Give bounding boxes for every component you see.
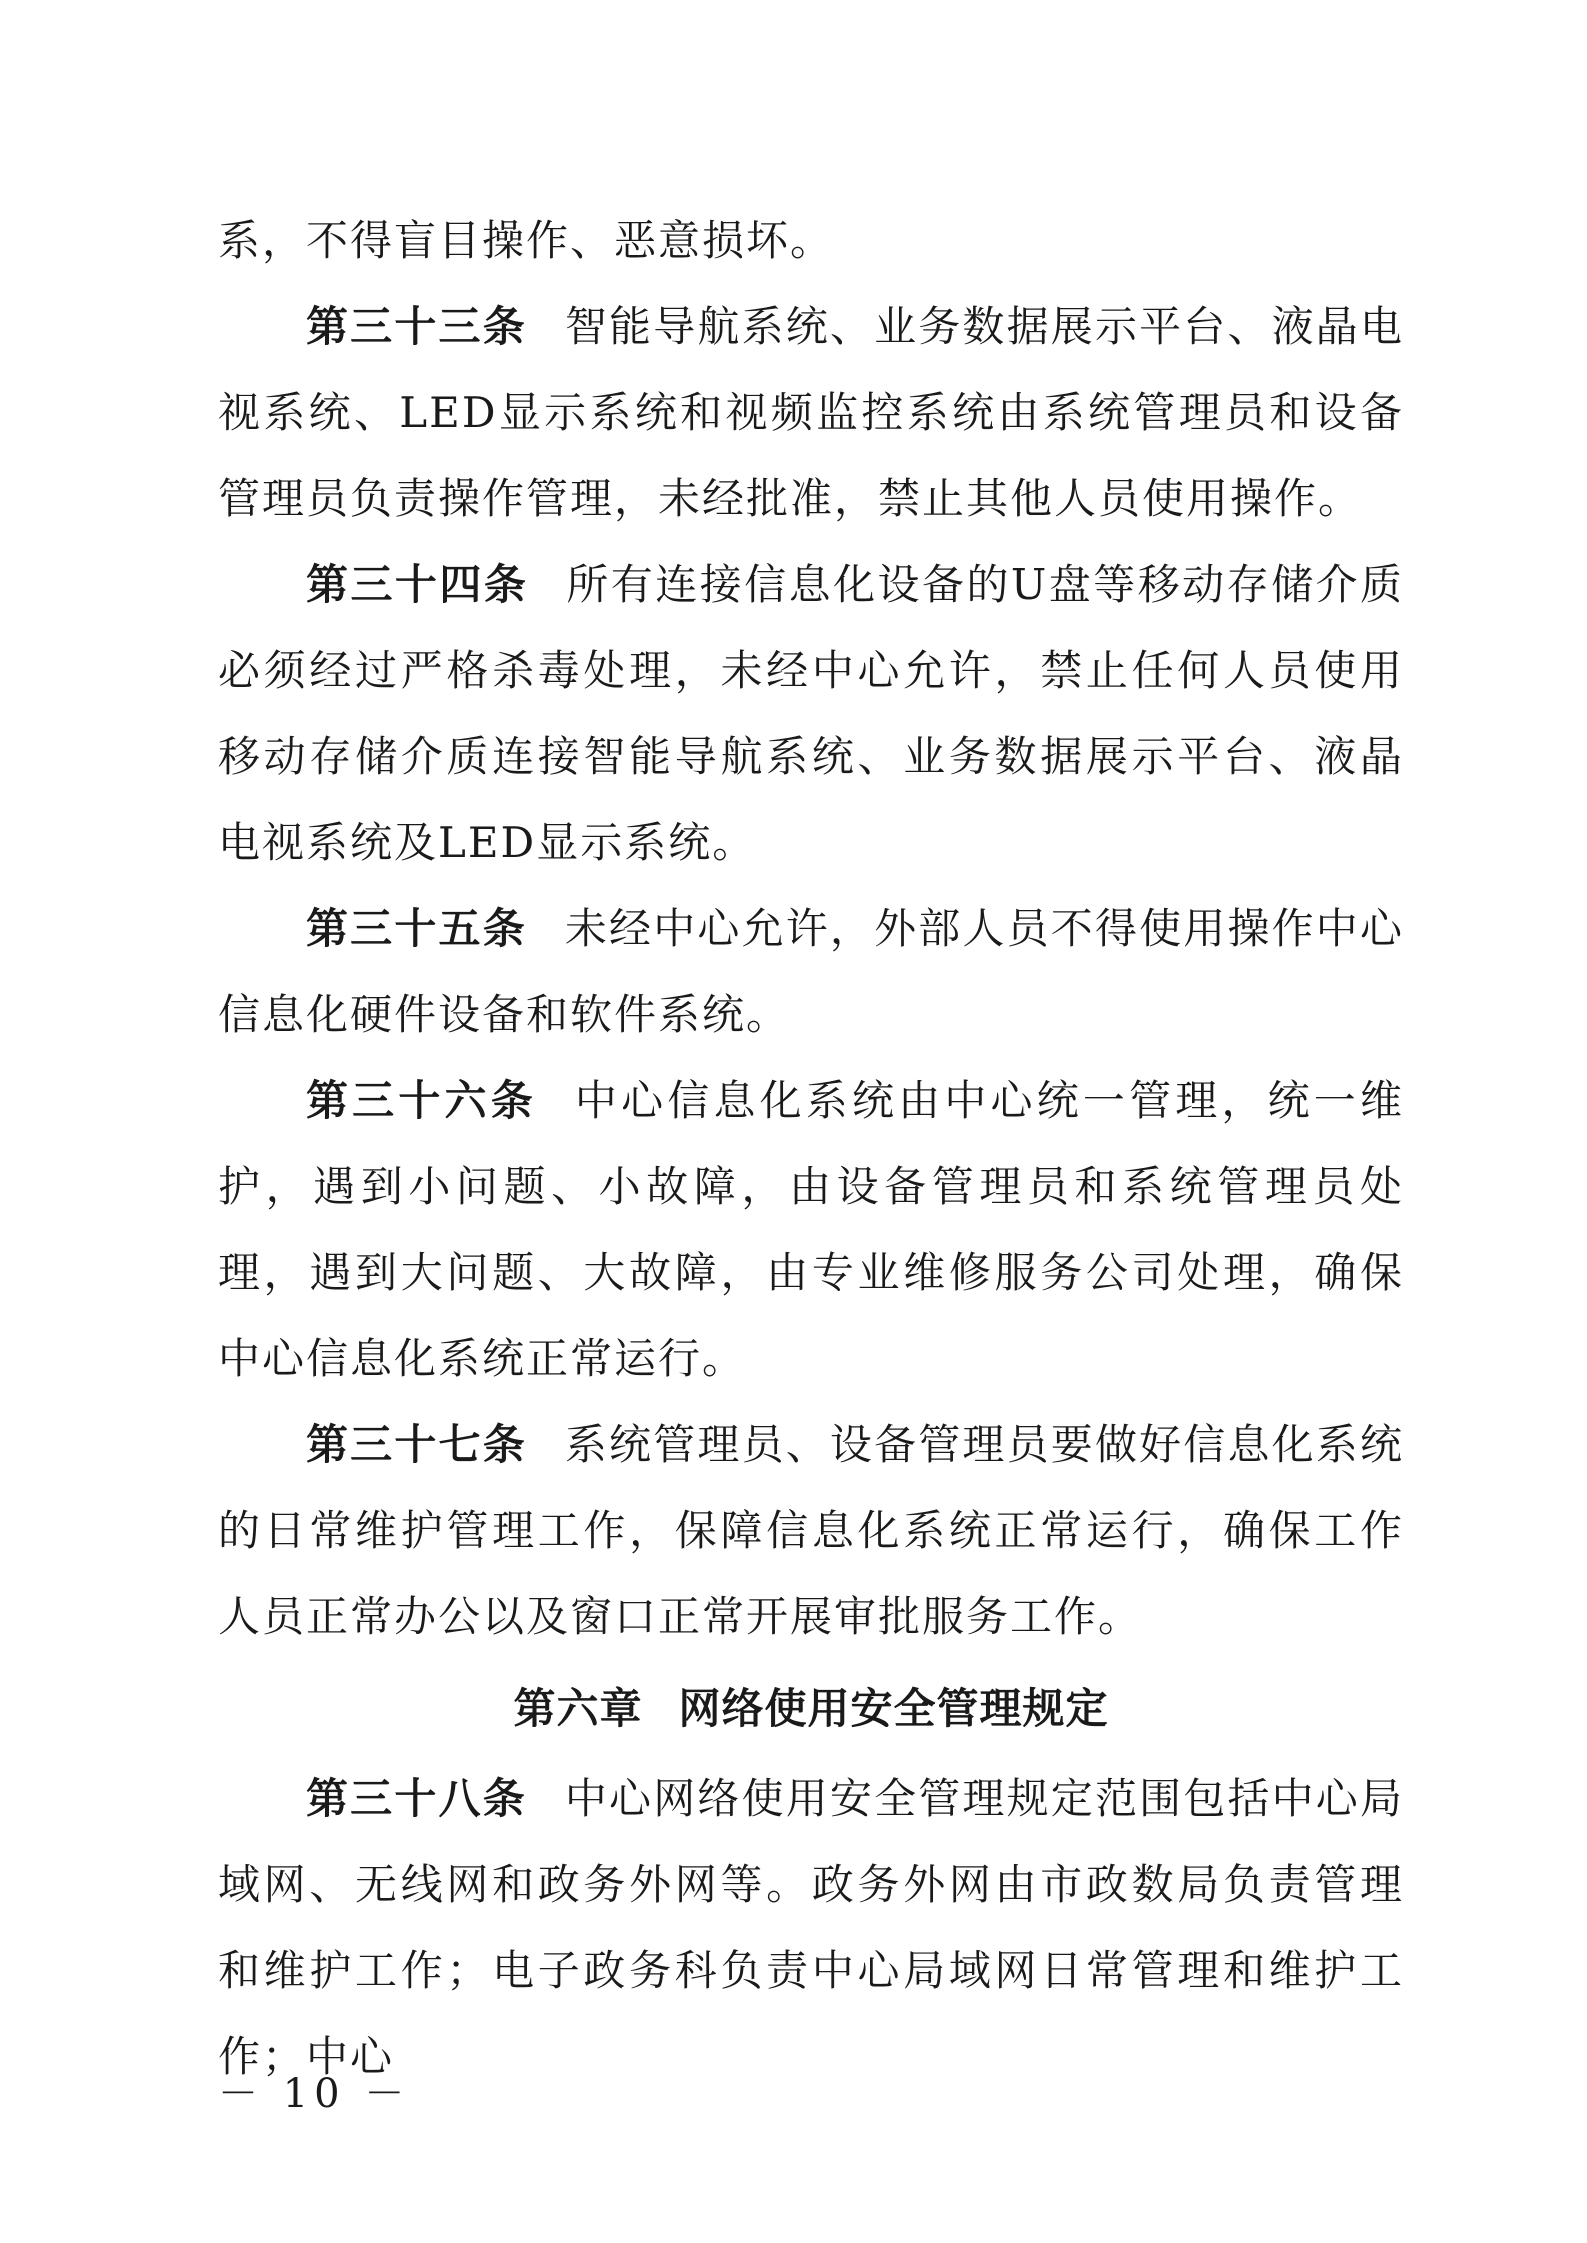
article-38: [218, 1756, 1404, 2100]
article-number: 第三十三条: [306, 302, 527, 351]
article-text: 未经中心允许，外部人员不得使用操作中心信息化硬件设备和软件系统。: [218, 904, 1404, 1039]
page-number: － 10 －: [218, 2071, 411, 2117]
article-text: 中心信息化系统由中心统一管理，统一维护，遇到小问题、小故障，由设备管理员和系统管理员处理，遇到大问题、大故障，由专业维修服务公司处理，确保中心信息化系统正常运行。: [218, 1076, 1404, 1383]
article-36: [218, 1058, 1404, 1402]
article-number: 第三十六条: [306, 1076, 537, 1125]
chapter-number: 第六章: [513, 1684, 643, 1733]
article-text: 中心网络使用安全管理规定范围包括中心局域网、无线网和政务外网等。政务外网由市政数局负责管理和维护工作；电子政务科负责中心局域网日常管理和维护工作；中心: [218, 1774, 1404, 2081]
chapter-title: 网络使用安全管理规定: [678, 1684, 1109, 1733]
chapter-heading: [218, 1666, 1404, 1752]
article-37: [218, 1402, 1404, 1660]
article-35: [218, 886, 1404, 1058]
article-text: 系统管理员、设备管理员要做好信息化系统的日常维护管理工作，保障信息化系统正常运行，确保工作人员正常办公以及窗口正常开展审批服务工作。: [218, 1420, 1404, 1641]
article-number: 第三十四条: [306, 560, 529, 609]
continuation-paragraph: 系，不得盲目操作、恶意损坏。: [218, 216, 835, 265]
article-number: 第三十七条: [306, 1420, 527, 1469]
article-text: 所有连接信息化设备的U盘等移动存储介质必须经过严格杀毒处理，未经中心允许，禁止任何人员使用移动存储介质连接智能导航系统、业务数据展示平台、液晶电视系统及LED显示系统。: [218, 560, 1404, 867]
article-number: 第三十五条: [306, 904, 527, 953]
article-34: [218, 542, 1404, 886]
article-number: 第三十八条: [306, 1774, 527, 1823]
document-body: [218, 198, 1404, 2100]
article-text: 智能导航系统、业务数据展示平台、液晶电视系统、LED显示系统和视频监控系统由系统管理员和设备管理员负责操作管理，未经批准，禁止其他人员使用操作。: [218, 302, 1404, 523]
article-33: [218, 284, 1404, 542]
